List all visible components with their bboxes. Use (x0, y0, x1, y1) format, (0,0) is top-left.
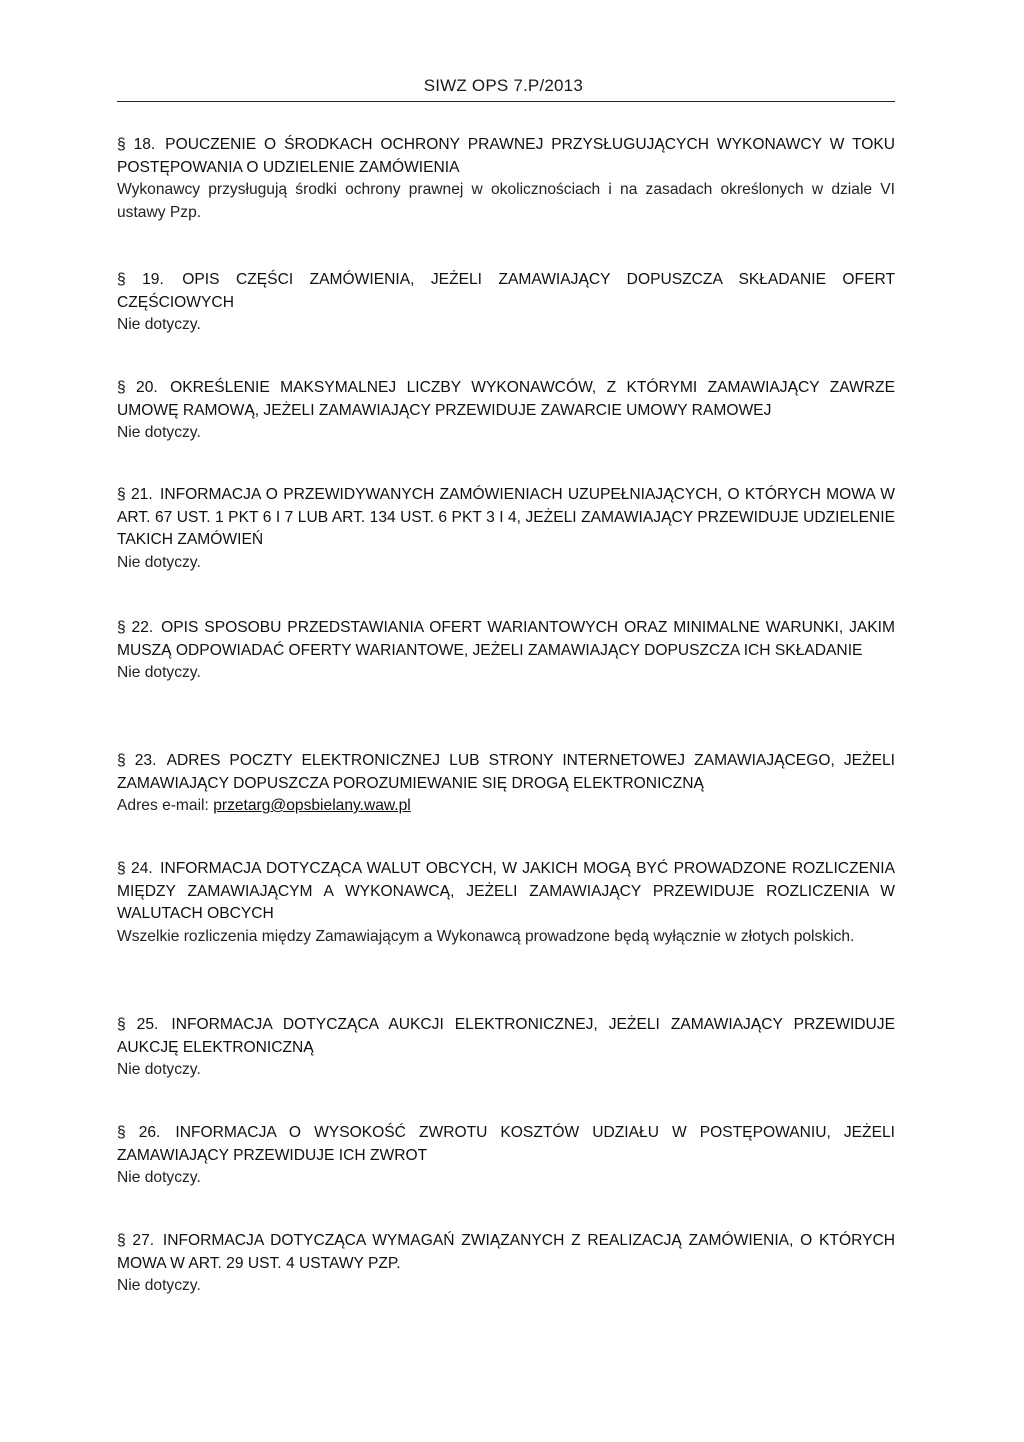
section-22 (117, 617, 895, 685)
section-body: Wykonawcy przysługują środki ochrony prawnej w okolicznościach i na zasadach określonych w dziale VI ustawy Pzp. (117, 181, 895, 221)
section-number: § 26. (117, 1124, 161, 1141)
section-24 (117, 858, 895, 948)
section-title: INFORMACJA DOTYCZĄCA WYMAGAŃ ZWIĄZANYCH Z REALIZACJĄ ZAMÓWIENIA, O KTÓRYCH MOWA W ART. 29 UST. 4 USTAWY PZP. (117, 1232, 895, 1272)
section-body: Nie dotyczy. (117, 1277, 201, 1294)
section-title: POUCZENIE O ŚRODKACH OCHRONY PRAWNEJ PRZYSŁUGUJĄCYCH WYKONAWCY W TOKU POSTĘPOWANIA O UDZIELENIE ZAMÓWIENIA (117, 136, 895, 176)
section-number: § 21. (117, 486, 153, 503)
section-body: Nie dotyczy. (117, 424, 201, 441)
section-number: § 24. (117, 860, 153, 877)
section-number: § 18. (117, 136, 156, 153)
section-title: OKREŚLENIE MAKSYMALNEJ LICZBY WYKONAWCÓW, Z KTÓRYMI ZAMAWIAJĄCY ZAWRZE UMOWĘ RAMOWĄ, JEŻELI ZAMAWIAJĄCY PRZEWIDUJE ZAWARCIE UMOWY RAMOWEJ (117, 379, 895, 419)
section-body (117, 795, 895, 818)
email-label: Adres e-mail: (117, 797, 214, 814)
section-title: INFORMACJA O WYSOKOŚĆ ZWROTU KOSZTÓW UDZIAŁU W POSTĘPOWANIU, JEŻELI ZAMAWIAJĄCY PRZEWIDUJE ICH ZWROT (117, 1124, 895, 1164)
section-heading (117, 377, 895, 422)
section-number: § 25. (117, 1016, 159, 1033)
section-body: Nie dotyczy. (117, 664, 201, 681)
section-heading (117, 1230, 895, 1275)
section-25 (117, 1014, 895, 1082)
section-number: § 20. (117, 379, 158, 396)
section-number: § 27. (117, 1232, 155, 1249)
section-heading (117, 1122, 895, 1167)
section-heading (117, 858, 895, 926)
section-body: Nie dotyczy. (117, 316, 201, 333)
section-heading (117, 269, 895, 314)
section-heading (117, 750, 895, 795)
section-21 (117, 484, 895, 574)
section-20 (117, 377, 895, 445)
page-header (117, 70, 895, 104)
section-27 (117, 1230, 895, 1298)
header-divider (117, 101, 895, 102)
section-title: INFORMACJA DOTYCZĄCA AUKCJI ELEKTRONICZNEJ, JEŻELI ZAMAWIAJĄCY PRZEWIDUJE AUKCJĘ ELEKTRONICZNĄ (117, 1016, 895, 1056)
section-number: § 19. (117, 271, 164, 288)
section-26 (117, 1122, 895, 1190)
section-body: Wszelkie rozliczenia między Zamawiającym a Wykonawcą prowadzone będą wyłącznie w złotych polskich. (117, 927, 855, 945)
section-title: OPIS CZĘŚCI ZAMÓWIENIA, JEŻELI ZAMAWIAJĄCY DOPUSZCZA SKŁADANIE OFERT CZĘŚCIOWYCH (117, 271, 895, 311)
section-19 (117, 269, 895, 337)
document-reference: SIWZ OPS 7.P/2013 (423, 76, 583, 95)
section-heading (117, 484, 895, 552)
section-title: INFORMACJA O PRZEWIDYWANYCH ZAMÓWIENIACH UZUPEŁNIAJĄCYCH, O KTÓRYCH MOWA W ART. 67 UST. 1 PKT 6 I 7 LUB ART. 134 UST. 6 PKT 3 I 4, JEŻELI ZAMAWIAJĄCY PRZEWIDUJE UDZIELENIE TAKICH ZAMÓWIEŃ (117, 486, 895, 548)
email-link[interactable]: przetarg@opsbielany.waw.pl (213, 797, 411, 814)
section-number: § 22. (117, 619, 154, 636)
section-heading (117, 134, 895, 179)
section-title: INFORMACJA DOTYCZĄCA WALUT OBCYCH, W JAKICH MOGĄ BYĆ PROWADZONE ROZLICZENIA MIĘDZY ZAMAWIAJĄCYM A WYKONAWCĄ, JEŻELI ZAMAWIAJĄCY PRZEWIDUJE ROZLICZENIA W WALUTACH OBCYCH (117, 860, 895, 922)
section-body: Nie dotyczy. (117, 1061, 201, 1078)
section-23 (117, 750, 895, 818)
section-heading (117, 617, 895, 662)
section-18 (117, 134, 895, 224)
section-title: ADRES POCZTY ELEKTRONICZNEJ LUB STRONY INTERNETOWEJ ZAMAWIAJĄCEGO, JEŻELI ZAMAWIAJĄCY DOPUSZCZA POROZUMIEWANIE SIĘ DROGĄ ELEKTRONICZNĄ (117, 752, 895, 792)
section-number: § 23. (117, 752, 157, 769)
section-heading (117, 1014, 895, 1059)
section-body: Nie dotyczy. (117, 553, 201, 571)
section-title: OPIS SPOSOBU PRZEDSTAWIANIA OFERT WARIANTOWYCH ORAZ MINIMALNE WARUNKI, JAKIM MUSZĄ ODPOWIADAĆ OFERTY WARIANTOWE, JEŻELI ZAMAWIAJĄCY DOPUSZCZA ICH SKŁADANIE (117, 619, 895, 659)
section-body: Nie dotyczy. (117, 1169, 201, 1186)
